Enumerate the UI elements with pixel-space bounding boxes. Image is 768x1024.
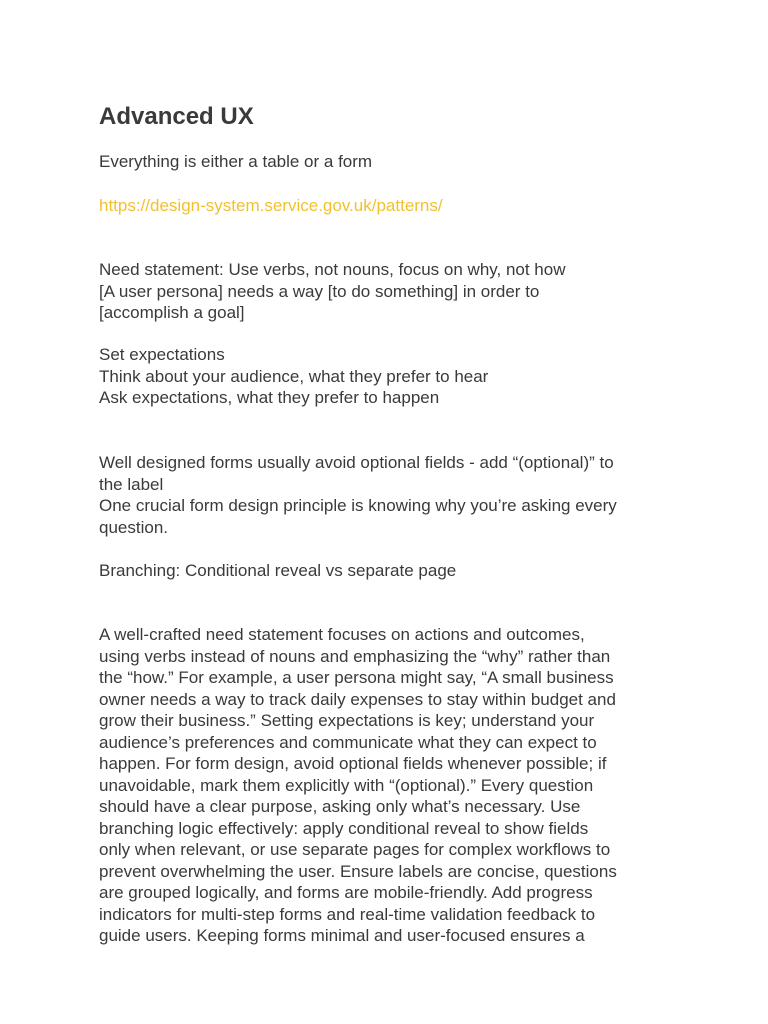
summary-line: grow their business.” Setting expectations is key; understand your	[99, 711, 595, 730]
forms-paragraph	[99, 452, 617, 538]
summary-line: the “how.” For example, a user persona might say, “A small business	[99, 668, 614, 687]
forms-line: One crucial form design principle is knowing why you’re asking every	[99, 496, 617, 515]
forms-line: the label	[99, 474, 164, 494]
summary-line: happen. For form design, avoid optional fields whenever possible; if	[99, 754, 607, 773]
summary-line: are grouped logically, and forms are mobile-friendly. Add progress	[99, 883, 593, 902]
summary-line: unavoidable, mark them explicitly with “(optional).” Every question	[99, 775, 594, 795]
expectations-paragraph	[99, 344, 488, 409]
forms-line: question.	[99, 517, 168, 537]
summary-line: owner needs a way to track daily expenses to stay within budget and	[99, 689, 616, 709]
summary-paragraph	[99, 624, 617, 947]
summary-line: branching logic effectively: apply conditional reveal to show fields	[99, 818, 589, 838]
summary-line: guide users. Keeping forms minimal and user-focused ensures a	[99, 926, 585, 945]
expectations-line: Ask expectations, what they prefer to happen	[99, 388, 440, 407]
need-statement-line: [accomplish a goal]	[99, 303, 245, 322]
note-subtitle: Everything is either a table or a form	[99, 152, 373, 171]
need-statement-line: Need statement: Use verbs, not nouns, focus on why, not how	[99, 260, 566, 279]
expectations-line: Set expectations	[99, 345, 225, 364]
note-title: Advanced UX	[99, 103, 254, 130]
need-statement-line: [A user persona] needs a way [to do something] in order to	[99, 281, 540, 301]
summary-line: should have a clear purpose, asking only what’s necessary. Use	[99, 797, 581, 816]
summary-line: using verbs instead of nouns and emphasizing the “why” rather than	[99, 646, 611, 666]
forms-line: Well designed forms usually avoid optional fields - add “(optional)” to	[99, 453, 614, 472]
expectations-line: Think about your audience, what they prefer to hear	[99, 366, 489, 386]
summary-line: audience’s preferences and communicate what they can expect to	[99, 732, 597, 752]
summary-line: indicators for multi-step forms and real-time validation feedback to	[99, 904, 596, 924]
summary-line: prevent overwhelming the user. Ensure labels are concise, questions	[99, 861, 617, 881]
summary-line: A well-crafted need statement focuses on actions and outcomes,	[99, 625, 585, 644]
summary-line: only when relevant, or use separate pages for complex workflows to	[99, 840, 611, 859]
need-statement-paragraph	[99, 259, 566, 324]
branching-line: Branching: Conditional reveal vs separate page	[99, 561, 457, 580]
patterns-link[interactable]: https://design-system.service.gov.uk/patterns/	[99, 196, 443, 215]
